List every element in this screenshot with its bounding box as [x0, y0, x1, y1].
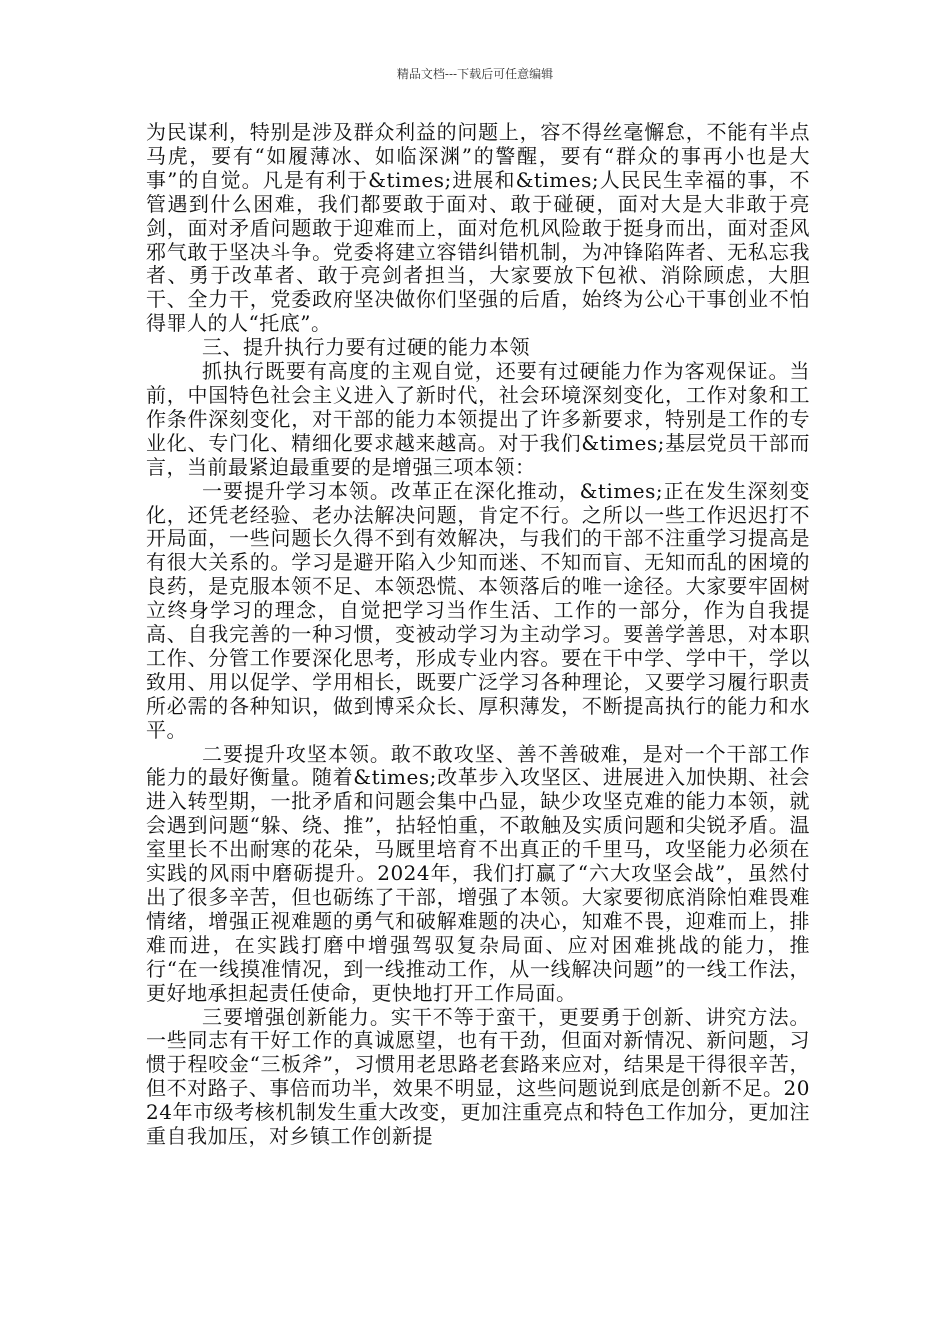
- section-heading: 三、提升执行力要有过硬的能力本领: [202, 335, 530, 360]
- document-body: [146, 121, 810, 1149]
- paragraph-3: 一要提升学习本领。改革正在深化推动，&times;正在发生深刻变化，还凭老经验、老办法解决问题，肯定不行。之所以一些工作迟迟打不开局面，一些问题长久得不到有效解决，与我们的干部不注重学习提高是有很大关系的。学习是避开陷入少知而迷、不知而盲、无知而乱的困境的良药，是克服本领不足、本领恐慌、本领落后的唯一途径。大家要牢固树立终身学习的理念，自觉把学习当作生活、工作的一部分，作为自我提高、自我完善的一种习惯，变被动学习为主动学习。要善学善思，对本职工作、分管工作要深化思考，形成专业内容。要在干中学、学中干，学以致用、用以促学、学用相长，既要广泛学习各种理论，又要学习履行职责所必需的各种知识，做到博采众长、厚积薄发，不断提高执行的能力和水平。: [146, 478, 810, 742]
- paragraph-2: 抓执行既要有高度的主观自觉，还要有过硬能力作为客观保证。当前，中国特色社会主义进入了新时代，社会环境深刻变化，工作对象和工作条件深刻变化，对干部的能力本领提出了许多新要求，特别是工作的专业化、专门化、精细化要求越来越高。对于我们&times;基层党员干部而言，当前最紧迫最重要的是增强三项本领：: [146, 359, 810, 479]
- paragraph-1: 为民谋利，特别是涉及群众利益的问题上，容不得丝毫懈怠，不能有半点马虎，要有“如履薄冰、如临深渊”的警醒，要有“群众的事再小也是大事”的自觉。凡是有利于&times;进展和&times;人民民生幸福的事，不管遇到什么困难，我们都要敢于面对、敢于碰硬，面对大是大非敢于亮剑，面对矛盾问题敢于迎难而上，面对危机风险敢于挺身而出，面对歪风邪气敢于坚决斗争。党委将建立容错纠错机制，为冲锋陷阵者、无私忘我者、勇于改革者、敢于亮剑者担当，大家要放下包袱、消除顾虑，大胆干、全力干，党委政府坚决做你们坚强的后盾，始终为公心干事创业不怕得罪人的人“托底”。: [146, 120, 810, 336]
- paragraph-4: 二要提升攻坚本领。敢不敢攻坚、善不善破难，是对一个干部工作能力的最好衡量。随着&times;改革步入攻坚区、进展进入加快期、社会进入转型期，一批矛盾和问题会集中凸显，缺少攻坚克难的能力本领，就会遇到问题“躲、绕、推”，拈轻怕重，不敢触及实质问题和尖锐矛盾。温室里长不出耐寒的花朵，马厩里培育不出真正的千里马，攻坚能力必须在实践的风雨中磨砺提升。2024年，我们打赢了“六大攻坚会战”，虽然付出了很多辛苦，但也砺练了干部，增强了本领。大家要彻底消除怕难畏难情绪，增强正视难题的勇气和破解难题的决心，知难不畏，迎难而上，排难而进，在实践打磨中增强驾驭复杂局面、应对困难挑战的能力，推行“在一线摸准情况，到一线推动工作，从一线解决问题”的一线工作法，更好地承担起责任使命，更快地打开工作局面。: [146, 741, 810, 1005]
- paragraph-5: 三要增强创新能力。实干不等于蛮干，更要勇于创新、讲究方法。一些同志有干好工作的真诚愿望，也有干劲，但面对新情况、新问题，习惯于程咬金“三板斧”，习惯用老思路老套路来应对，结果是干得很辛苦，但不对路子、事倍而功半，效果不明显，这些问题说到底是创新不足。2024年市级考核机制发生重大改变，更加注重亮点和特色工作加分，更加注重自我加压，对乡镇工作创新提: [146, 1004, 810, 1149]
- page-header: 精品文档---下载后可任意编辑: [396, 67, 554, 81]
